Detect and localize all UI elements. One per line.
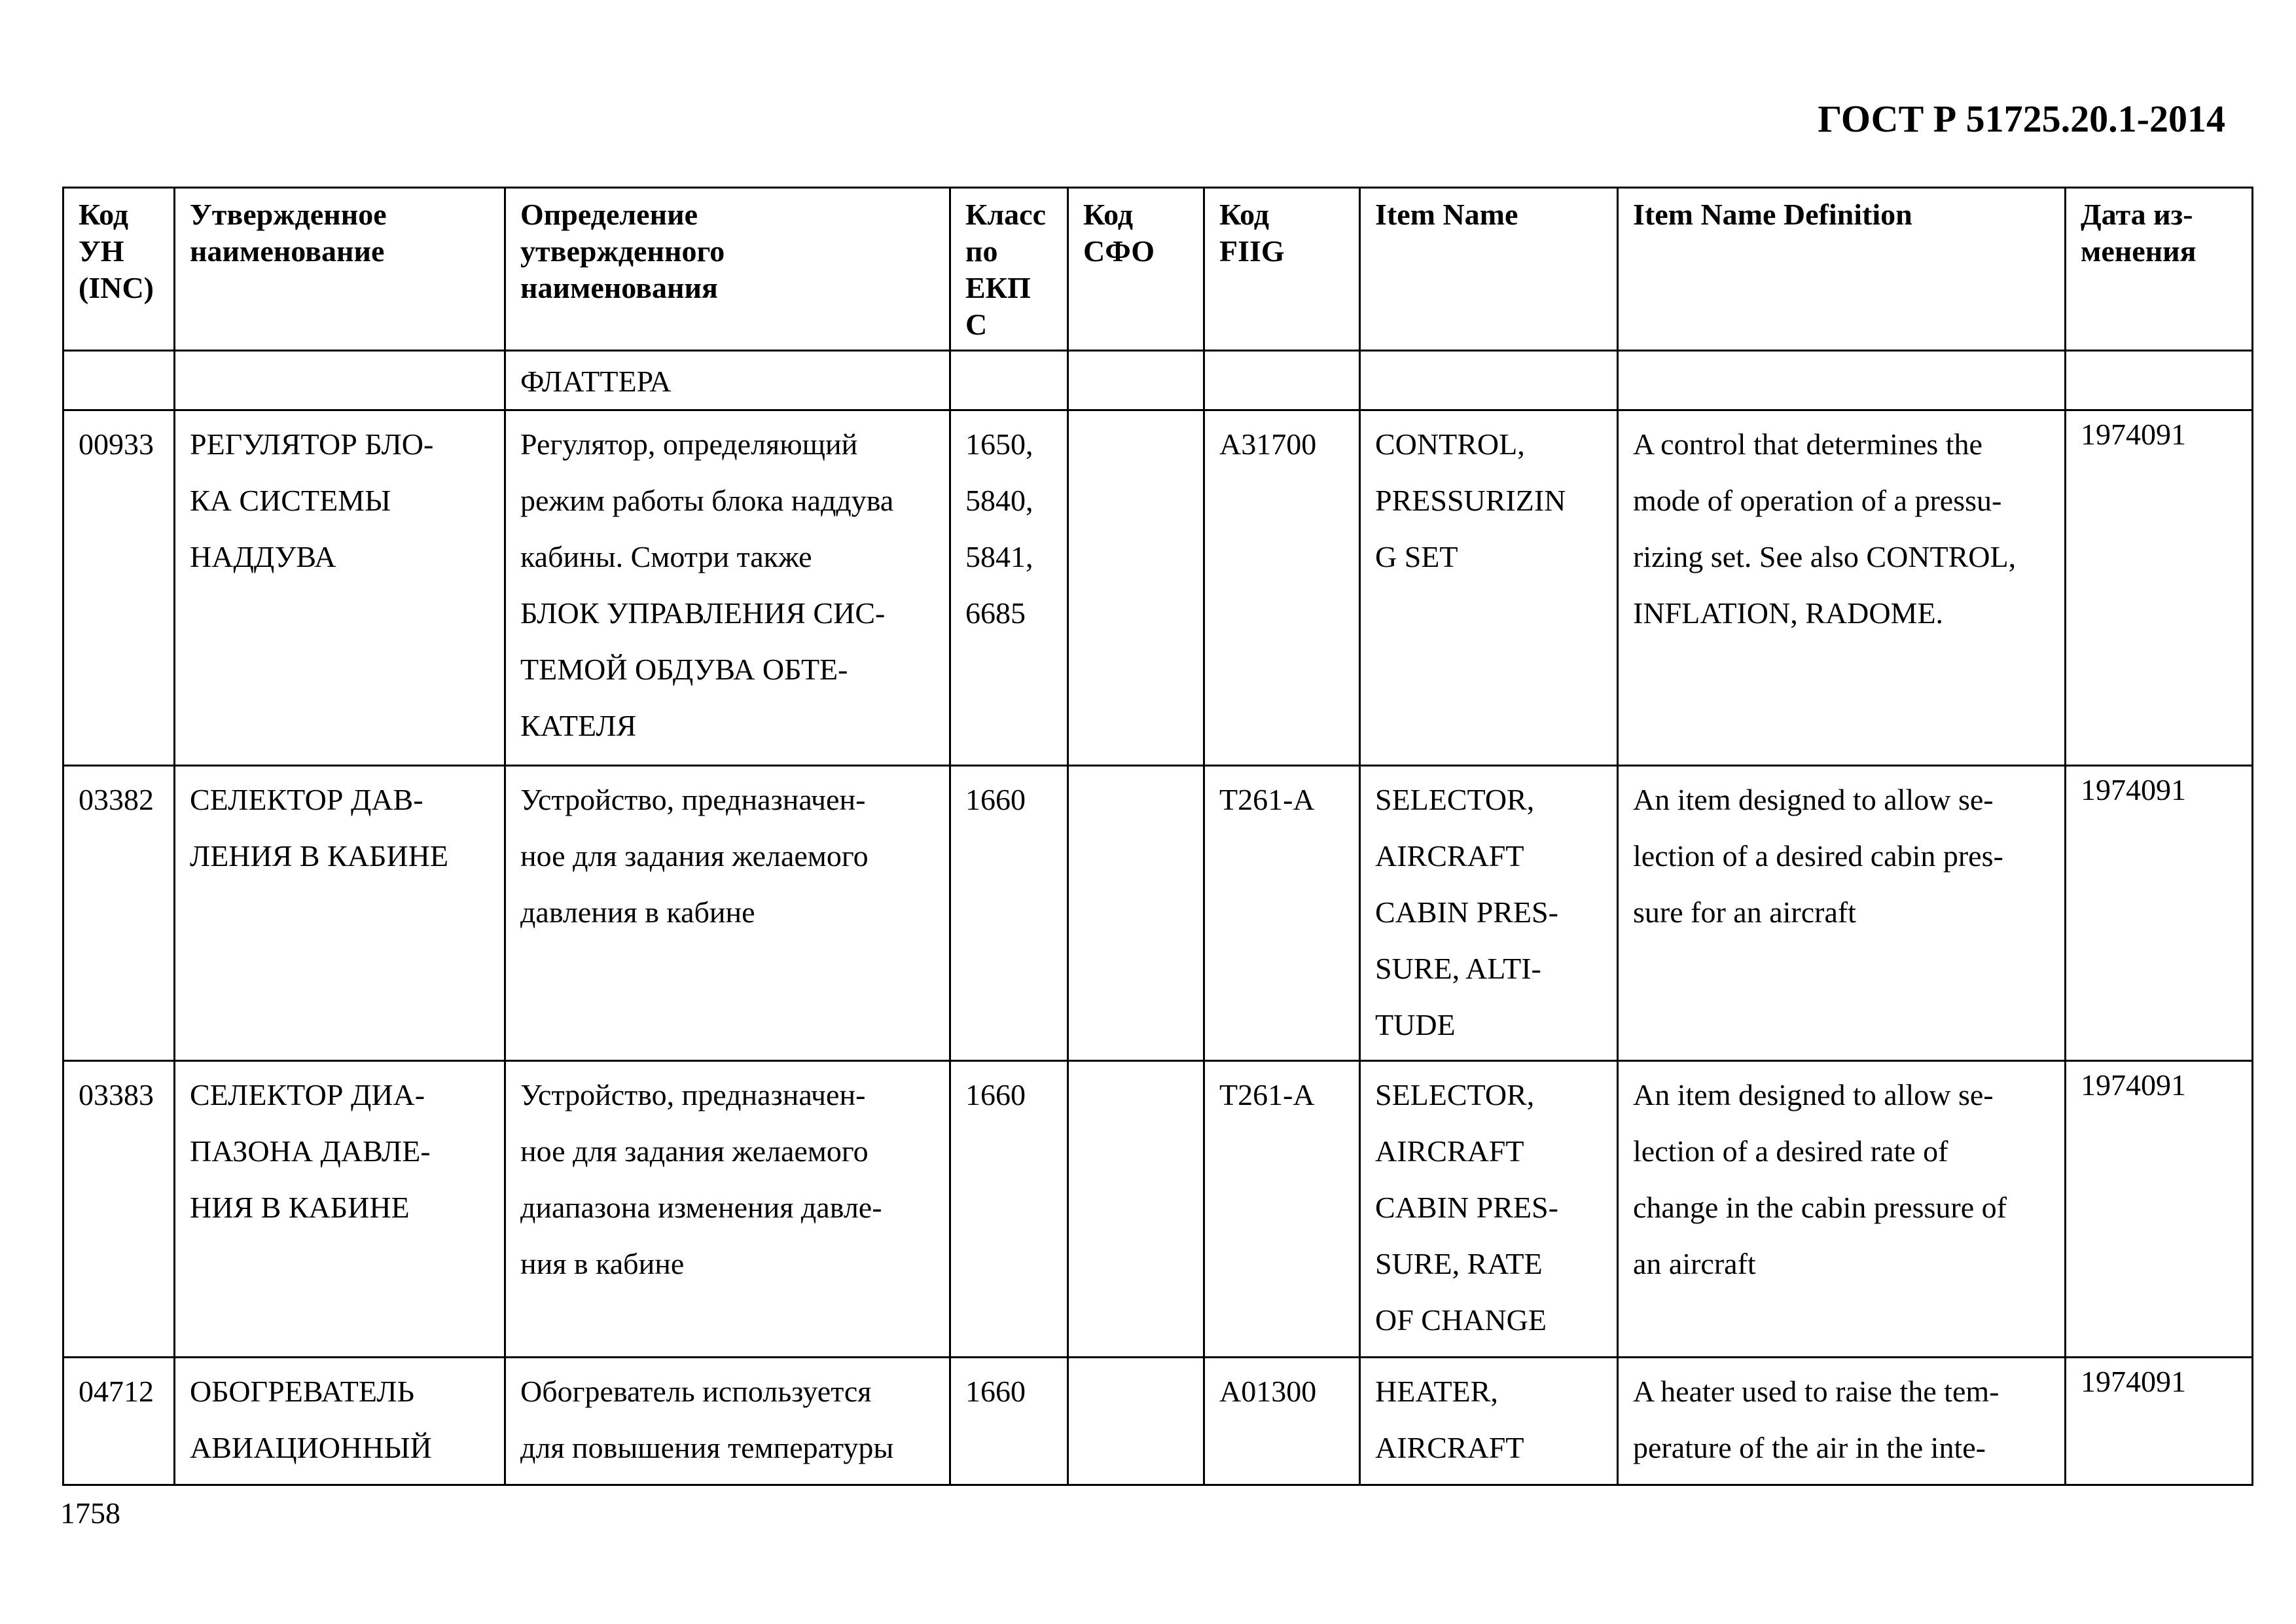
cell-approved-name — [175, 766, 505, 1061]
cell-definition — [505, 766, 950, 1061]
cell-sfo-code — [1068, 1061, 1204, 1358]
cell-item-name-line: AIRCRAFT — [1375, 1431, 1524, 1464]
cell-approved-name — [175, 351, 505, 410]
document-title: ГОСТ Р 51725.20.1-2014 — [1818, 98, 2225, 140]
cell-ekps-class-line: 1660 — [965, 1078, 1026, 1111]
cell-inc-line: 04712 — [79, 1375, 154, 1408]
cell-definition-line: Обогреватель используется — [520, 1375, 872, 1408]
cell-definition-line: БЛОК УПРАВЛЕНИЯ СИС- — [520, 596, 886, 630]
cell-item-name — [1360, 1061, 1618, 1358]
cell-approved-name — [175, 1358, 505, 1485]
cell-item-name-line: SELECTOR, — [1375, 783, 1535, 816]
cell-item-name-definition-line: An item designed to allow se- — [1633, 783, 1994, 816]
cell-definition-line: Регулятор, определяющий — [520, 427, 858, 461]
cell-item-name-line: CABIN PRES- — [1375, 895, 1558, 929]
col-header-sfo-code: Код СФО — [1068, 188, 1204, 351]
cell-approved-name — [175, 410, 505, 766]
cell-ekps-class-line: 1650, — [965, 427, 1033, 461]
cell-fiig-code-line: A31700 — [1219, 427, 1317, 461]
cell-fiig-code — [1204, 1358, 1360, 1485]
page-number: 1758 — [60, 1496, 120, 1530]
cell-definition-line: кабины. Смотри также — [520, 540, 812, 573]
cell-approved-name-line: АВИАЦИОННЫЙ — [190, 1431, 432, 1464]
cell-item-name-line: OF CHANGE — [1375, 1303, 1547, 1337]
cell-item-name-line: CABIN PRES- — [1375, 1191, 1558, 1224]
cell-item-name-line: AIRCRAFT — [1375, 839, 1524, 873]
col-header-item-name: Item Name — [1360, 188, 1618, 351]
col-header-approved-name: Утвержденное наименование — [175, 188, 505, 351]
cell-item-name-definition — [1618, 410, 2066, 766]
cell-fiig-code-line: T261-A — [1219, 783, 1315, 816]
cell-ekps-class — [950, 351, 1068, 410]
col-header-ekps-class: Класс по ЕКП С — [950, 188, 1068, 351]
cell-item-name-definition-line: sure for an aircraft — [1633, 895, 1856, 929]
table-row — [63, 410, 2253, 766]
cell-ekps-class-line: 5841, — [965, 540, 1033, 573]
cell-item-name — [1360, 410, 1618, 766]
cell-item-name — [1360, 351, 1618, 410]
cell-item-name-definition-line: rizing set. See also CONTROL, — [1633, 540, 2017, 573]
cell-fiig-code — [1204, 766, 1360, 1061]
cell-sfo-code — [1068, 351, 1204, 410]
cell-item-name-line: CONTROL, — [1375, 427, 1525, 461]
cell-item-name-definition-line: A heater used to raise the tem- — [1633, 1375, 2000, 1408]
col-header-definition: Определение утвержденного наименования — [505, 188, 950, 351]
cell-definition-line: ТЕМОЙ ОБДУВА ОБТЕ- — [520, 653, 848, 686]
cell-item-name-definition-line: perature of the air in the inte- — [1633, 1431, 1986, 1464]
cell-definition-line: ное для задания желаемого — [520, 839, 869, 873]
cell-approved-name-line: СЕЛЕКТОР ДАВ- — [190, 783, 423, 816]
cell-inc — [63, 351, 175, 410]
continuation-row — [63, 351, 2253, 410]
cell-change-date-line: 1974091 — [2081, 1068, 2186, 1102]
cell-fiig-code-line: T261-A — [1219, 1078, 1315, 1111]
cell-item-name-definition — [1618, 766, 2066, 1061]
cell-change-date-line: 1974091 — [2081, 418, 2186, 451]
cell-sfo-code — [1068, 1358, 1204, 1485]
col-header-inc: Код УН (INC) — [63, 188, 175, 351]
cell-change-date — [2066, 766, 2253, 1061]
cell-definition-line: режим работы блока наддува — [520, 484, 894, 517]
cell-approved-name-line: НИЯ В КАБИНЕ — [190, 1191, 410, 1224]
cell-change-date — [2066, 1061, 2253, 1358]
cell-definition-line: КАТЕЛЯ — [520, 709, 637, 742]
cell-ekps-class — [950, 410, 1068, 766]
table-row — [63, 1061, 2253, 1358]
cell-definition — [505, 1061, 950, 1358]
col-header-change-date: Дата из- менения — [2066, 188, 2253, 351]
cell-definition: ФЛАТТЕРА — [505, 351, 950, 410]
cell-item-name-line: SELECTOR, — [1375, 1078, 1535, 1111]
cell-ekps-class-line: 5840, — [965, 484, 1033, 517]
nomenclature-table — [62, 187, 2253, 1486]
cell-item-name — [1360, 1358, 1618, 1485]
cell-item-name-line: SURE, RATE — [1375, 1247, 1543, 1280]
table-row — [63, 766, 2253, 1061]
cell-definition-line: ния в кабине — [520, 1247, 685, 1280]
cell-inc-line: 03382 — [79, 783, 154, 816]
cell-definition-line: Устройство, предназначен- — [520, 1078, 866, 1111]
cell-change-date — [2066, 410, 2253, 766]
cell-item-name-line: TUDE — [1375, 1008, 1456, 1041]
cell-inc — [63, 766, 175, 1061]
cell-item-name-definition-line: mode of operation of a pressu- — [1633, 484, 2002, 517]
cell-item-name — [1360, 766, 1618, 1061]
cell-item-name-definition-line: An item designed to allow se- — [1633, 1078, 1994, 1111]
cell-inc — [63, 410, 175, 766]
cell-approved-name-line: НАДДУВА — [190, 540, 336, 573]
cell-approved-name-line: РЕГУЛЯТОР БЛО- — [190, 427, 434, 461]
cell-item-name-definition-line: INFLATION, RADOME. — [1633, 596, 1944, 630]
table-row — [63, 1358, 2253, 1485]
cell-ekps-class — [950, 1358, 1068, 1485]
cell-inc — [63, 1358, 175, 1485]
cell-sfo-code — [1068, 410, 1204, 766]
cell-approved-name-line: ЛЕНИЯ В КАБИНЕ — [190, 839, 448, 873]
cell-change-date-line: 1974091 — [2081, 773, 2186, 806]
cell-ekps-class — [950, 1061, 1068, 1358]
cell-inc — [63, 1061, 175, 1358]
cell-item-name-definition — [1618, 351, 2066, 410]
cell-ekps-class-line: 1660 — [965, 783, 1026, 816]
cell-definition-line: диапазона изменения давле- — [520, 1191, 882, 1224]
cell-definition-line: Устройство, предназначен- — [520, 783, 866, 816]
cell-definition — [505, 410, 950, 766]
cell-approved-name-line: СЕЛЕКТОР ДИА- — [190, 1078, 425, 1111]
cell-inc-line: 03383 — [79, 1078, 154, 1111]
cell-item-name-definition — [1618, 1358, 2066, 1485]
cell-item-name-line: G SET — [1375, 540, 1458, 573]
cell-sfo-code — [1068, 766, 1204, 1061]
cell-change-date-line: 1974091 — [2081, 1365, 2186, 1398]
cell-item-name-line: HEATER, — [1375, 1375, 1498, 1408]
cell-item-name-definition-line: A control that determines the — [1633, 427, 1982, 461]
cell-fiig-code — [1204, 1061, 1360, 1358]
cell-fiig-code — [1204, 351, 1360, 410]
cell-approved-name-line: ПАЗОНА ДАВЛЕ- — [190, 1134, 431, 1168]
cell-ekps-class-line: 1660 — [965, 1375, 1026, 1408]
cell-item-name-definition-line: change in the cabin pressure of — [1633, 1191, 2007, 1224]
cell-fiig-code — [1204, 410, 1360, 766]
col-header-item-name-definition: Item Name Definition — [1618, 188, 2066, 351]
cell-approved-name-line: КА СИСТЕМЫ — [190, 484, 391, 517]
cell-approved-name — [175, 1061, 505, 1358]
cell-definition-line: для повышения температуры — [520, 1431, 894, 1464]
cell-item-name-definition-line: lection of a desired cabin pres- — [1633, 839, 2003, 873]
cell-item-name-definition — [1618, 1061, 2066, 1358]
cell-item-name-definition-line: lection of a desired rate of — [1633, 1134, 1948, 1168]
cell-item-name-line: SURE, ALTI- — [1375, 952, 1541, 985]
header-row — [63, 188, 2253, 351]
cell-approved-name-line: ОБОГРЕВАТЕЛЬ — [190, 1375, 414, 1408]
cell-definition — [505, 1358, 950, 1485]
cell-definition-line: давления в кабине — [520, 895, 755, 929]
cell-ekps-class-line: 6685 — [965, 596, 1026, 630]
cell-ekps-class — [950, 766, 1068, 1061]
cell-fiig-code-line: A01300 — [1219, 1375, 1317, 1408]
cell-inc-line: 00933 — [79, 427, 154, 461]
cell-definition-line: ное для задания желаемого — [520, 1134, 869, 1168]
cell-change-date — [2066, 1358, 2253, 1485]
col-header-fiig-code: Код FIIG — [1204, 188, 1360, 351]
cell-change-date — [2066, 351, 2253, 410]
cell-item-name-line: AIRCRAFT — [1375, 1134, 1524, 1168]
cell-item-name-definition-line: an aircraft — [1633, 1247, 1756, 1280]
cell-item-name-line: PRESSURIZIN — [1375, 484, 1566, 517]
